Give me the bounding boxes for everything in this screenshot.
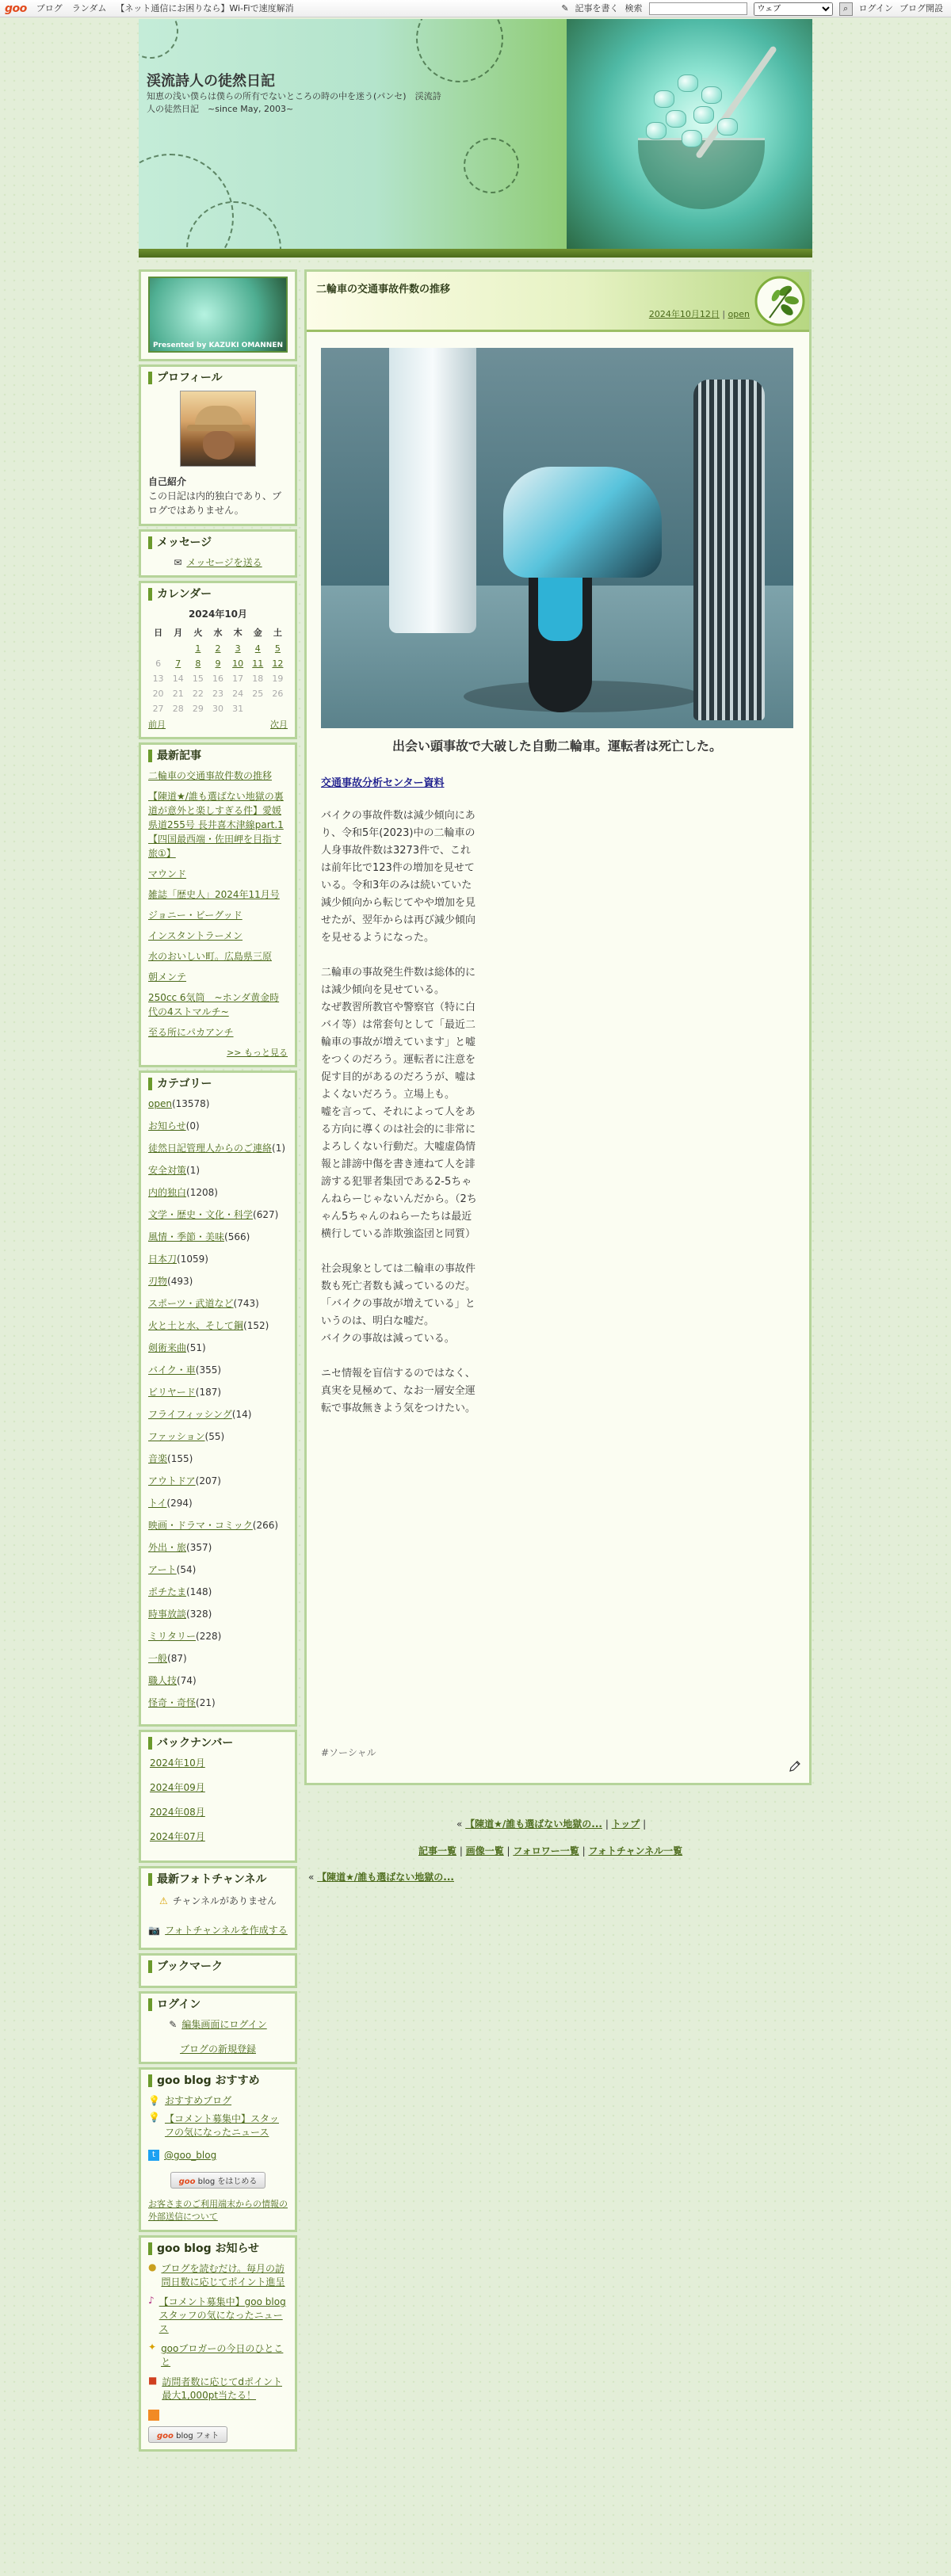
header-divider [139,249,812,258]
post-paragraph: 社会現象としては二輪車の事故件数も死亡者数も減っているのだ。 「バイクの事故が増えている」というのは、明白な嘘だ。 バイクの事故は減っている。 [321,1263,476,1345]
category-link[interactable]: 火と土と水、そして鋼 [148,1320,244,1331]
category-count: (266) [252,1520,279,1531]
warning-icon: ⚠ [158,1895,168,1906]
category-link[interactable]: ミリタリー [148,1631,197,1642]
search-scope-select[interactable] [754,2,833,16]
calendar-day: 16 [212,674,223,684]
sidebar [139,269,297,2455]
news-link[interactable]: 【コメント募集中】goo blogスタッフの気になったニュース [158,2296,286,2334]
recent-posts-title: 最新記事 [148,750,288,762]
calendar-day[interactable]: 8 [195,658,201,669]
recent-post-link[interactable]: 250cc 6気筒 ~ホンダ黄金時代の4ストマルチ~ [148,992,280,1017]
ornament-circle [464,138,519,193]
category-link[interactable]: バイク・車 [148,1364,196,1376]
category-count: (355) [195,1364,222,1376]
staff-news-link[interactable]: 【コメント募集中】スタッフの気になったニュース [164,2113,279,2138]
category-link[interactable]: 刃物 [148,1276,168,1287]
category-link[interactable]: 内的独白 [148,1187,187,1198]
post-nav: « 【陳道★/誰も選ばない地獄の... | トップ | [456,1818,647,1830]
bulb-icon: 💡 [148,2094,160,2106]
login-link[interactable]: ログイン [858,3,893,13]
category-item [148,1673,288,1688]
goo-blog-photo-button[interactable]: goo blog フォト [148,2426,227,2443]
calendar-day: 26 [272,689,284,699]
recent-post-link[interactable]: インスタントラーメン [148,930,243,941]
category-link[interactable]: スポーツ・武道など [148,1298,234,1309]
category-count: (207) [195,1475,221,1486]
message-box [139,529,297,578]
calendar-day[interactable]: 5 [274,643,281,654]
post-category-link[interactable]: open [728,309,750,319]
edit-pencil-icon[interactable] [789,1760,801,1773]
goo-logo[interactable]: goo [5,2,27,15]
category-count: (148) [186,1586,212,1597]
calendar-day: 25 [252,689,264,699]
weekday-header: 金 [253,628,262,638]
category-count: (294) [166,1498,193,1509]
category-link[interactable]: 外出・旅 [148,1542,187,1553]
calendar-day[interactable]: 7 [175,658,181,669]
category-link[interactable]: 時事放談 [148,1609,187,1620]
calendar-day: 19 [272,674,284,684]
category-link[interactable]: 音楽 [148,1453,168,1464]
category-count: (21) [196,1697,216,1708]
write-post-link[interactable]: 記事を書く [575,3,619,13]
calendar-day: 27 [152,704,164,714]
category-link[interactable]: お知らせ [148,1120,186,1132]
recent-post-link[interactable]: 至る所にパカアンチ [148,1027,234,1038]
news-link[interactable]: ブログを読むだけ。毎月の訪問日数に応じてポイント進呈 [161,2263,285,2288]
category-count: (0) [185,1120,200,1132]
start-blog-button[interactable]: goo blog をはじめる [170,2172,266,2189]
calendar-day: 6 [155,658,162,669]
news-item [148,2261,288,2288]
category-link[interactable]: open [148,1098,172,1109]
random-link[interactable]: ランダム [71,3,107,13]
calendar-day: 23 [212,689,223,699]
news-box [139,2235,297,2452]
recent-post-link[interactable]: マウンド [148,868,187,880]
calendar-title: カレンダー [148,588,288,601]
camera-icon: 📷 [148,1924,161,1936]
image-list-link[interactable]: 画像一覧 [465,1845,504,1857]
sparkle-icon: ✦ [148,2341,157,2353]
calendar-day: 30 [212,704,223,714]
send-message-link[interactable]: メッセージを送る [186,557,262,568]
wifi-ad-link[interactable]: 【ネット通信にお困りなら】Wi-Fiで速度解消 [116,3,294,13]
bookmark-box [139,1953,297,1988]
calendar-day [168,641,188,656]
pencil-icon: ✎ [561,3,569,13]
recent-post-link[interactable]: 【陳道★/誰も選ばない地獄の裏道が意外と楽しすぎる件】愛媛県道255号 長井喜木津線part.1【四国最西端・佐田岬を目指す旅①】 [148,791,284,859]
calendar-day [148,641,168,656]
category-link[interactable]: 職人技 [148,1675,178,1686]
login-box [139,1991,297,2064]
blog-banner-image[interactable] [148,277,288,353]
category-item [148,1230,288,1244]
calendar-day[interactable]: 10 [232,658,244,669]
category-item [148,1429,288,1444]
search-label: 検索 [624,3,643,13]
blog-description: 知恵の浅い僕らは僕らの所有でないところの時の中を迷う(パンセ) 渓流詩人の徒然日記 ~since May, 2003~ [147,91,441,114]
calendar-day: 21 [172,689,184,699]
recommend-box [139,2067,297,2232]
category-item [148,1296,288,1311]
category-link[interactable]: トイ [148,1498,167,1509]
category-link[interactable]: 怪奇・奇怪 [148,1697,197,1708]
category-item [148,1163,288,1177]
pencil-icon: ✎ [169,2018,178,2030]
calendar-day[interactable]: 11 [252,658,264,669]
post-header: 二輪車の交通事故件数の推移 2024年10月12日 | open [307,272,809,332]
category-count: (55) [204,1431,225,1442]
recent-post-link[interactable]: 水のおいしい町。広島県三原 [148,951,273,962]
news-item [148,2295,288,2335]
weekday-header: 月 [174,628,183,638]
calendar-day[interactable]: 12 [272,658,284,669]
category-item [148,1274,288,1288]
category-item [148,1563,288,1577]
twitter-link[interactable]: @goo_blog [164,2150,217,2161]
photo-channel-list-link[interactable]: フォトチャンネル一覧 [588,1845,683,1857]
search-icon[interactable]: ⌕ [839,2,853,16]
category-count: (1059) [177,1254,208,1265]
category-count: (87) [167,1653,187,1664]
calendar-day[interactable]: 3 [235,643,241,654]
shaved-ice-image [567,19,812,249]
edit-login-link[interactable]: 編集画面にログイン [181,2019,267,2030]
calendar-table [148,624,288,716]
news-link[interactable]: gooブロガーの今日のひとこと [161,2343,284,2368]
category-count: (357) [186,1542,212,1553]
calendar-day: 20 [152,689,164,699]
calendar-day: 28 [172,704,184,714]
recommend-blog-link[interactable]: おすすめブログ [164,2095,232,2106]
category-count: (13578) [171,1098,210,1109]
source-link[interactable]: 交通事故分析センター資料 [321,777,445,789]
category-item [148,1474,288,1488]
banner-box [139,269,297,361]
category-count: (152) [243,1320,269,1331]
recent-post-link[interactable]: 雑誌「歴史人」2024年11月号 [148,889,280,900]
backnumber-box [139,1730,297,1863]
post-title[interactable]: 二輪車の交通事故件数の推移 [316,284,451,296]
category-count: (14) [231,1409,252,1420]
post-date-link[interactable]: 2024年10月12日 [648,309,720,319]
categories-box [139,1070,297,1727]
recommend-title: goo blog おすすめ [148,2074,288,2087]
calendar-day[interactable]: 4 [254,643,261,654]
category-count: (74) [177,1675,197,1686]
news-title: goo blog お知らせ [148,2242,288,2255]
banner-text: Presented by KAZUKI OMANNEN [153,342,283,349]
twitter-icon: t [148,2150,159,2161]
category-item [148,1651,288,1666]
list-nav: 記事一覧 | 画像一覧 | フォロワー一覧 | フォトチャンネル一覧 [418,1845,683,1857]
category-item [148,1540,288,1555]
intro-label: 自己紹介 [148,476,187,487]
backnumber-link[interactable]: 2024年07月 [150,1831,205,1842]
prev-month-link[interactable]: 前月 [148,719,166,730]
category-item [148,1319,288,1333]
category-link[interactable]: アウトドア [148,1475,196,1486]
register-blog-link[interactable]: ブログの新規登録 [179,2044,256,2055]
category-item [148,1385,288,1399]
category-link[interactable]: ポチたま [148,1586,187,1597]
category-count: (743) [233,1298,259,1309]
gift-icon: ■ [148,2375,158,2386]
message-title: メッセージ [148,536,288,549]
category-item [148,1252,288,1266]
category-item [148,1185,288,1200]
category-link[interactable]: 剣術来曲 [148,1342,187,1353]
crashed-motorcycle-photo [321,348,793,728]
news-link[interactable]: 訪問者数に応じてdポイント最大1,000pt当たる！ [162,2376,282,2401]
category-count: (328) [186,1609,212,1620]
category-link[interactable]: 安全対策 [148,1165,187,1176]
category-count: (1) [186,1165,201,1176]
category-link[interactable]: 一般 [148,1653,168,1664]
category-link[interactable]: ビリヤード [148,1387,196,1398]
profile-avatar [180,391,256,467]
create-photo-channel-link[interactable]: フォトチャンネルを作成する [165,1925,288,1936]
post-paragraph: ニセ情報を盲信するのではなく、真実を見極めて、なお一層安全運転で事故無きよう気をつけたい。 [321,1368,476,1414]
calendar-day[interactable]: 2 [215,643,221,654]
category-link[interactable]: 風情・季節・美味 [148,1231,225,1242]
category-item [148,1119,288,1133]
open-blog-link[interactable]: ブログ開設 [899,3,943,13]
post-list-link[interactable]: 記事一覧 [418,1845,457,1857]
backnumber-link[interactable]: 2024年09月 [150,1782,205,1793]
calendar-day [248,701,268,716]
calendar-day: 22 [192,689,204,699]
intro-text: この日記は内的独白であり、ブログではありません。 [148,490,282,516]
login-title: ログイン [148,1998,288,2011]
category-link[interactable]: フライフィッシング [148,1409,232,1420]
more-posts-link[interactable]: >> もっと見る [227,1048,288,1058]
top-link[interactable]: トップ [611,1818,640,1830]
older-post-link[interactable]: 【陳道★/誰も選ばない地獄の... [317,1872,454,1883]
photo-channel-title: 最新フォトチャンネル [148,1873,288,1886]
category-item [148,1407,288,1422]
next-month-link[interactable]: 次月 [270,719,288,730]
category-item [148,1208,288,1222]
news-item [148,2375,288,2402]
bulb-icon: 💡 [148,2112,160,2123]
bookmark-title: ブックマーク [148,1960,288,1973]
recent-post-link[interactable]: 二輪車の交通事故件数の推移 [148,770,273,781]
category-link[interactable]: 映画・ドラマ・コミック [148,1520,253,1531]
category-count: (228) [196,1631,222,1642]
leaf-icon [754,273,806,329]
weekday-header: 水 [213,628,223,638]
ornament-circle [416,19,503,82]
category-item [148,1607,288,1621]
search-input[interactable] [649,2,747,15]
ornament-circle [139,19,178,59]
category-count: (51) [186,1342,206,1353]
category-count: (1208) [186,1187,218,1198]
post-paragraph: バイクの事故件数は減少傾向にあり、令和5年(2023)中の二輪車の人身事故件数は3273件で、これは前年比で123件の増加を見せている。令和3年のみは続いていた減少傾向から転じてやや増加を見せたが、翌年からは再び減少傾向を見せるようになった。 [321,810,476,944]
weekday-header: 日 [154,628,163,638]
category-item [148,1496,288,1510]
profile-title: プロフィール [148,372,288,384]
category-item [148,1363,288,1377]
categories-title: カテゴリー [148,1078,288,1090]
post-area [304,269,812,1785]
news-item [148,2341,288,2368]
category-item [148,1141,288,1155]
calendar-day: 18 [252,674,264,684]
category-count: (54) [176,1564,197,1575]
category-item [148,1585,288,1599]
calendar-day[interactable]: 1 [195,643,201,654]
blog-header [139,19,812,249]
photo-channel-box [139,1866,297,1950]
category-item [148,1097,288,1111]
calendar-day: 17 [232,674,244,684]
calendar-day[interactable]: 9 [215,658,221,669]
category-count: (1) [272,1143,286,1154]
category-item [148,1452,288,1466]
rss-icon[interactable] [148,2410,159,2421]
post-paragraph: 二輪車の事故発生件数は総体的には減少傾向を見せている。 なぜ教習所教官や警察官（特に白バイ等）は常套句として「最近二輪車の事故が増えています」と嘘をつくのだろう。運転者に注意を促す目的があるのだろうが、嘘はよくないだろう。立場上も。 嘘を言って、それによって人をある方向に導くのは社会的に非常によろしくない行動だ。大嘘虚偽情報と誹謗中傷を書き連ねて人を誹謗する犯罪者集団である2-5ちゃんねらーじゃないんだから。（2ちゃん5ちゃんのねらーたちは最近横行している詐欺強盗団と同質） [321,967,477,1240]
calendar-day: 14 [172,674,184,684]
blog-title[interactable]: 渓流詩人の徒然日記 [147,73,275,90]
older-post-nav: « 【陳道★/誰も選ばない地獄の... [308,1872,454,1883]
backnumber-link[interactable]: 2024年10月 [150,1757,205,1769]
category-link[interactable]: 徒然日記管理人からのご連絡 [148,1143,273,1154]
calendar-day: 24 [232,689,244,699]
photo-caption: 出会い頭事故で大破した自動二輪車。運転者は死亡した。 [391,738,722,754]
calendar-day [268,701,288,716]
goo-toolbar [0,0,951,17]
calendar-box [139,581,297,739]
backnumber-link[interactable]: 2024年08月 [150,1807,205,1818]
follower-list-link[interactable]: フォロワー一覧 [513,1845,579,1857]
category-count: (155) [167,1453,193,1464]
external-transmission-link[interactable]: お客さまのご利用端末からの情報の外部送信について [148,2199,288,2222]
profile-box [139,364,297,526]
backnumber-title: バックナンバー [148,1737,288,1750]
post-body [321,807,479,1435]
music-icon: ♪ [148,2295,155,2306]
category-link[interactable]: ファッション [148,1431,205,1442]
coin-icon: ● [148,2261,157,2273]
calendar-month: 2024年10月 [188,609,248,620]
category-link[interactable]: アート [148,1564,177,1575]
category-count: (566) [224,1231,250,1242]
category-count: (187) [195,1387,222,1398]
weekday-header: 火 [193,628,203,638]
category-item [148,1341,288,1355]
weekday-header: 木 [233,628,243,638]
category-link[interactable]: 文学・歴史・文化・科学 [148,1209,254,1220]
calendar-day: 29 [192,704,204,714]
category-count: (627) [253,1209,279,1220]
category-link[interactable]: 日本刀 [148,1254,178,1265]
category-item [148,1629,288,1643]
calendar-day: 15 [192,674,204,684]
category-item [148,1696,288,1710]
post-tag[interactable]: #ソーシャル [321,1747,376,1758]
recent-posts-box [139,742,297,1067]
category-item [148,1518,288,1532]
weekday-header: 土 [273,628,282,638]
blog-link[interactable]: ブログ [36,3,63,13]
recent-post-link[interactable]: 朝メンテ [148,971,187,983]
category-count: (493) [167,1276,193,1287]
calendar-day: 13 [152,674,164,684]
calendar-day: 31 [232,704,244,714]
envelope-icon: ✉ [174,556,182,568]
recent-post-link[interactable]: ジョニー・ビーグッド [148,910,243,921]
prev-post-link[interactable]: 【陳道★/誰も選ばない地獄の... [465,1818,602,1830]
no-channel-text: チャンネルがありません [172,1895,277,1906]
